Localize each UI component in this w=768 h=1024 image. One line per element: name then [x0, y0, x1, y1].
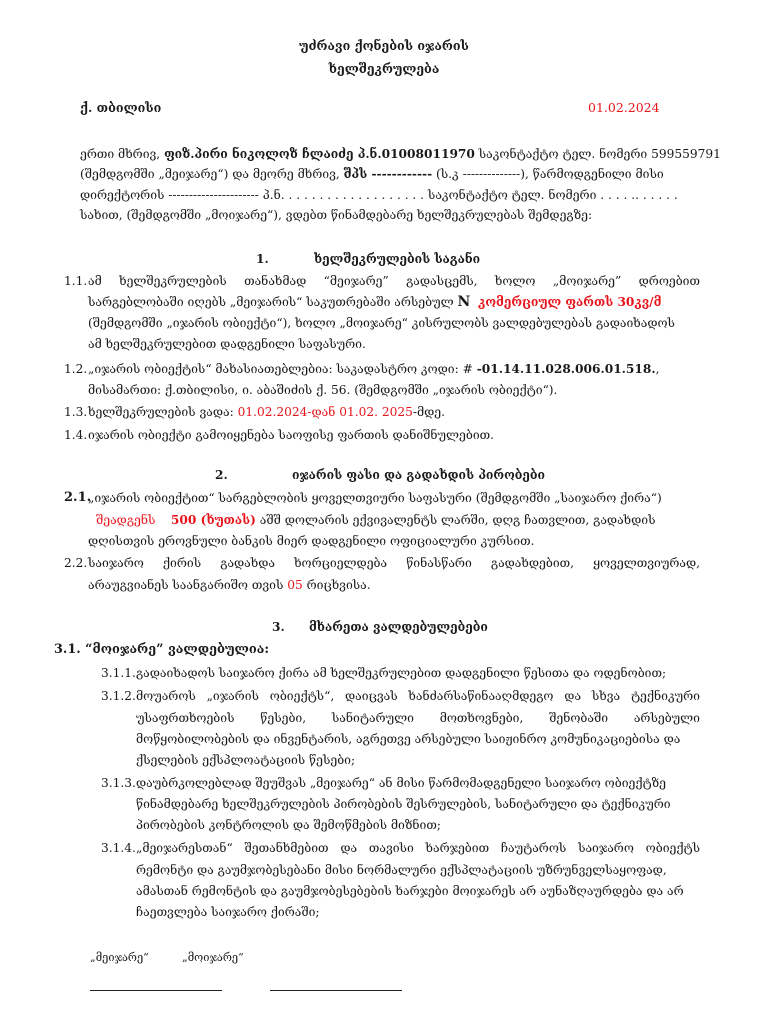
clause-2-2-number: 2.2. — [64, 556, 88, 570]
parties-line-3: დირექტორის ---------------------- პ.ნ. . . . . . . . . . . . . . . . . . . საკონტაქტო ტელ. ნომერი . . . . .. . . . . . — [80, 188, 678, 202]
clause-1-4-number: 1.4. — [64, 428, 88, 442]
clause-1-1-line-1: ამ ხელშეკრულების თანახმად “მეიჯარე” გადასცემს, ხოლო „მოიჯარე” დროებით — [88, 274, 700, 288]
clause-2-1-number: 2.1. — [64, 490, 92, 505]
item-3-1-3-line-3: პირობების კონტროლის და შემოწმების მიზნით; — [136, 818, 441, 832]
section-1-title: ხელშეკრულების საგანი — [314, 252, 481, 266]
item-3-1-2-line-3: მოწყობილობების და ინვენტარის, აგრეთვე არსებული საიჟინრო კომუნიკაციებისა და — [136, 732, 681, 746]
parties-line-2: (შემდგომში „მეიჯარე“) და მეორე მხრივ, შპს ------------ (ს.კ --------------), წარმოდგენილი მისი — [80, 167, 664, 181]
clause-1-4-text: იჯარის ობიექტი გამოიყენება საოფისე ფართის დანიშნულებით. — [88, 428, 495, 442]
clause-1-2-number: 1.2. — [64, 362, 88, 376]
signature-line-lessee — [270, 990, 402, 991]
parties-line-1: ერთი მხრივ, ფიზ.პირი ნიკოლოზ ჩლაიძე პ.ნ.01008011970 საკონტაქტო ტელ. ნომერი 599559791 — [80, 147, 721, 161]
clause-2-1-line-2: შეადგენს 500 (ხუთას) აშშ დოლარის ექვივალენტს ლარში, დღგ ჩათვლით, გადახდის — [96, 513, 656, 527]
document-subtitle: ხელშეკრულება — [328, 61, 440, 76]
clause-1-3-text: ხელშეკრულების ვადა: 01.02.2024-დან 01.02. 2025-მდე. — [88, 405, 446, 419]
clause-3-1-heading: 3.1. “მოიჯარე” ვალდებულია: — [54, 642, 270, 657]
clause-2-1-line-1: „იჯარის ობიექტით“ სარგებლობის ყოველთვიური საფასური (შემდგომში „საიჯარო ქირა“) — [88, 491, 662, 505]
document-title: უძრავი ქონების იჯარის — [299, 38, 469, 53]
item-3-1-2-line-1: მოუაროს „იჯარის ობიექტს“, დაიცვას ხანძარსაწინააღმდეგო და სხვა ტექნიკური — [136, 689, 700, 703]
item-3-1-4-line-2: რემონტი და გაუმჯობესებანი მისი ნორმალური ექსპლატაციის უზრუნველსაყოფად, — [136, 863, 667, 877]
clause-1-3-number: 1.3. — [64, 405, 88, 419]
clause-1-1-number: 1.1. — [64, 274, 88, 288]
parties-line-4: სახით, (შემდგომში „მოიჯარე“), ვდებთ წინამდებარე ხელშეკრულებას შემდეგზე: — [80, 208, 593, 222]
signature-lessor-label: „მეიჯარე“ — [90, 951, 149, 964]
clause-1-1-line-2: სარგებლობაში იღებს „მეიჯარის“ საკუთრებაში არსებულ N კომერციულ ფართს 30კვ/მ — [88, 294, 662, 310]
clause-1-2-line-1: „იჯარის ობიექტის“ მახასიათებლებია: საკადასტრო კოდი: # -01.14.11.028.006.01.518., — [88, 362, 660, 376]
clause-1-1-line-3: (შემდგომში „იჯარის ობიექტი“), ხოლო „მოიჯარე“ კისრულობს ვალდებულებას გადაიხადოს — [88, 316, 675, 330]
item-3-1-1-number: 3.1.1. — [101, 666, 136, 680]
section-2-title: იჯარის ფასი და გადახდის პირობები — [292, 468, 546, 482]
signature-line-lessor — [90, 990, 222, 991]
item-3-1-2-line-2: უსაფრთხოების წესები, სანიტარული მოთხოვნები, შენობაში არსებული — [136, 711, 700, 725]
item-3-1-2-number: 3.1.2. — [101, 689, 136, 703]
section-1-number: 1. — [256, 252, 269, 266]
item-3-1-2-line-4: ქსელების ექსპლოატაციის წესები; — [136, 753, 356, 767]
contract-date: 01.02.2024 — [588, 100, 660, 115]
item-3-1-4-number: 3.1.4. — [101, 841, 136, 855]
item-3-1-1-line-1: გადაიხადოს საიჯარო ქირა ამ ხელშეკრულებით დადგენილი წესითა და ოდენობით; — [136, 666, 667, 680]
clause-2-2-line-2: არაუგვიანეს საანგარიშო თვის 05 რიცხვისა. — [88, 578, 371, 592]
item-3-1-4-line-3: ამასთან რემონტის და გაუმჯობესებების ხარჯები მოიჯარეს არ აუნაზღაურდება და არ — [136, 884, 684, 898]
section-2-number: 2. — [215, 468, 228, 482]
section-3-number: 3. — [272, 620, 285, 634]
clause-1-2-line-2: მისამართი: ქ.თბილისი, ი. აბაშიძის ქ. 56. (შემდგომში „იჯარის ობიექტი“). — [88, 383, 558, 397]
item-3-1-3-line-2: წინამდებარე ხელშეკრულების პირობების შესრულების, სანიტარული და ტექნიკური — [136, 797, 671, 811]
item-3-1-4-line-4: ჩაეთვლება საიჯარო ქირაში; — [136, 905, 320, 919]
clause-2-1-line-3: დღისთვის ეროვნული ბანკის მიერ დადგენილი ოფიციალური კურსით. — [88, 534, 535, 548]
item-3-1-4-line-1: „მეიჯარესთან“ შეთანხმებით და თავისი ხარჯებით ჩაუტაროს საიჯარო ობიექტს — [136, 841, 700, 855]
item-3-1-3-number: 3.1.3. — [101, 776, 136, 790]
signature-lessee-label: „მოიჯარე“ — [182, 951, 244, 964]
item-3-1-3-line-1: დაუბრკოლებლად შეუშვას „მეიჯარე“ ან მისი წარმომადგენელი საიჯარო ობიექტზე — [136, 776, 666, 790]
clause-2-2-line-1: საიჯარო ქირის გადახდა ხორციელდება წინასწარი გადახდებით, ყოველთვიურად, — [88, 556, 700, 570]
clause-1-1-line-4: ამ ხელშეკრულებით დადგენილი საფასური. — [88, 337, 366, 351]
section-3-title: მხარეთა ვალდებულებები — [309, 620, 488, 634]
city-label: ქ. თბილისი — [80, 100, 162, 115]
